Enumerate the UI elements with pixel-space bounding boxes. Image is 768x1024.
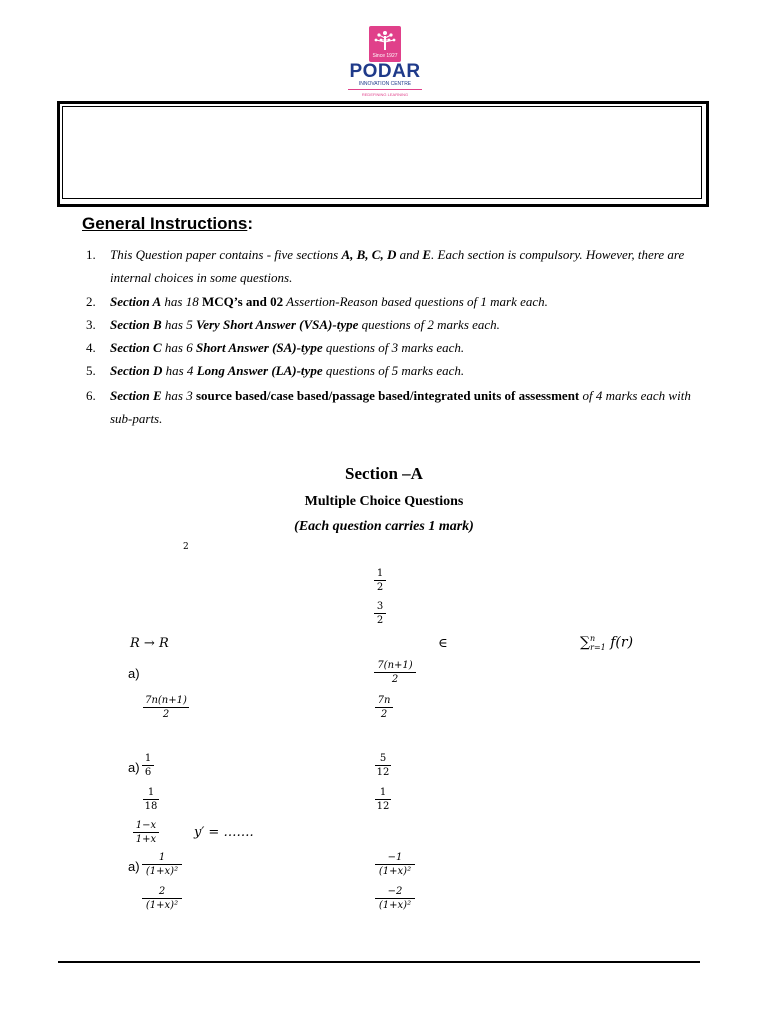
q3-option-b: $\frac{5}{12}$ — [376, 753, 390, 778]
logo-since-text: Since 1927 — [372, 53, 398, 59]
instruction-item — [86, 384, 696, 430]
instruction-number: 6. — [86, 388, 96, 403]
fraction-half: $\frac{1}{2}$ — [374, 568, 386, 594]
q4-option-d: $\frac{-2}{\text{(1+x)²}}$ — [375, 886, 415, 912]
logo-subtitle: INNOVATION CENTRE — [358, 81, 412, 87]
superscript-fragment: 2 — [183, 542, 189, 552]
instruction-number: 1. — [86, 247, 96, 262]
map-r-to-r: R → R — [130, 636, 169, 651]
instruction-item — [86, 243, 696, 289]
instruction-number: 4. — [86, 340, 96, 355]
q4-option-b: $\frac{-1}{\text{(1+x)²}}$ — [375, 852, 415, 878]
fraction-three-half: $\frac{3}{2}$ — [374, 601, 386, 627]
element-of-symbol: ∈ — [438, 636, 448, 651]
instruction-text: Section B has 5 Very Short Answer (VSA)-type questions of 2 marks each. — [110, 317, 500, 332]
instruction-item — [86, 290, 696, 313]
q3-option-c: $\frac{1}{18}$ — [144, 787, 158, 812]
q3-option-a: $\frac{1}{6}$ — [142, 753, 154, 779]
q4-option-a: $\frac{1}{\text{(1+x)²}}$ — [142, 852, 182, 878]
instruction-item — [86, 313, 696, 336]
logo-divider — [348, 89, 422, 90]
instruction-text: Section E has 3 source based/case based/passage based/integrated units of assessment of 4 marks each with sub-parts. — [110, 388, 691, 426]
section-a-subtitle: Multiple Choice Questions — [304, 494, 464, 509]
footer-rule — [58, 961, 700, 963]
q4-expression: $\frac{1-x}{1+x}$ — [133, 820, 159, 846]
instruction-item — [86, 359, 696, 382]
q2-option-b: $\frac{7(n+1)}{2}$ — [374, 660, 416, 686]
section-a-note: (Each question carries 1 mark) — [294, 519, 474, 534]
instruction-number: 5. — [86, 363, 96, 378]
instruction-text: Section D has 4 Long Answer (LA)-type questions of 5 marks each. — [110, 363, 465, 378]
instruction-item — [86, 336, 696, 359]
q3-option-d: $\frac{1}{12}$ — [376, 787, 390, 812]
section-a-title: Section –A — [345, 464, 423, 483]
q2-option-c: $\frac{7n(n+1)}{2}$ — [143, 695, 189, 721]
q4-derivative: y′ = ……. — [194, 825, 254, 840]
instruction-number: 2. — [86, 294, 96, 309]
option-a-label-3: a) — [128, 859, 140, 874]
general-instructions-title: General Instructions: — [82, 214, 253, 233]
header-box-inner — [62, 106, 702, 199]
logo-tagline: REDEFINING LEARNING — [361, 92, 409, 97]
q4-option-c: $\frac{2}{\text{(1+x)²}}$ — [142, 886, 182, 912]
summation-expression: ∑$^n_{r=1}$ f(r) — [580, 634, 634, 653]
option-a-label: a) — [128, 666, 140, 681]
instruction-number: 3. — [86, 317, 96, 332]
instruction-text: Section A has 18 MCQ’s and 02 Assertion-Reason based questions of 1 mark each. — [110, 294, 548, 309]
instruction-text: Section C has 6 Short Answer (SA)-type questions of 3 marks each. — [110, 340, 465, 355]
logo-name: PODAR — [349, 61, 421, 82]
instruction-text: This Question paper contains - five sections A, B, C, D and E. Each section is compulsory. However, there are internal choices in some questions. — [110, 247, 685, 285]
q2-option-d: $\frac{7n}{2}$ — [375, 695, 393, 721]
option-a-label-2: a) — [128, 760, 140, 775]
podar-logo — [340, 26, 430, 98]
